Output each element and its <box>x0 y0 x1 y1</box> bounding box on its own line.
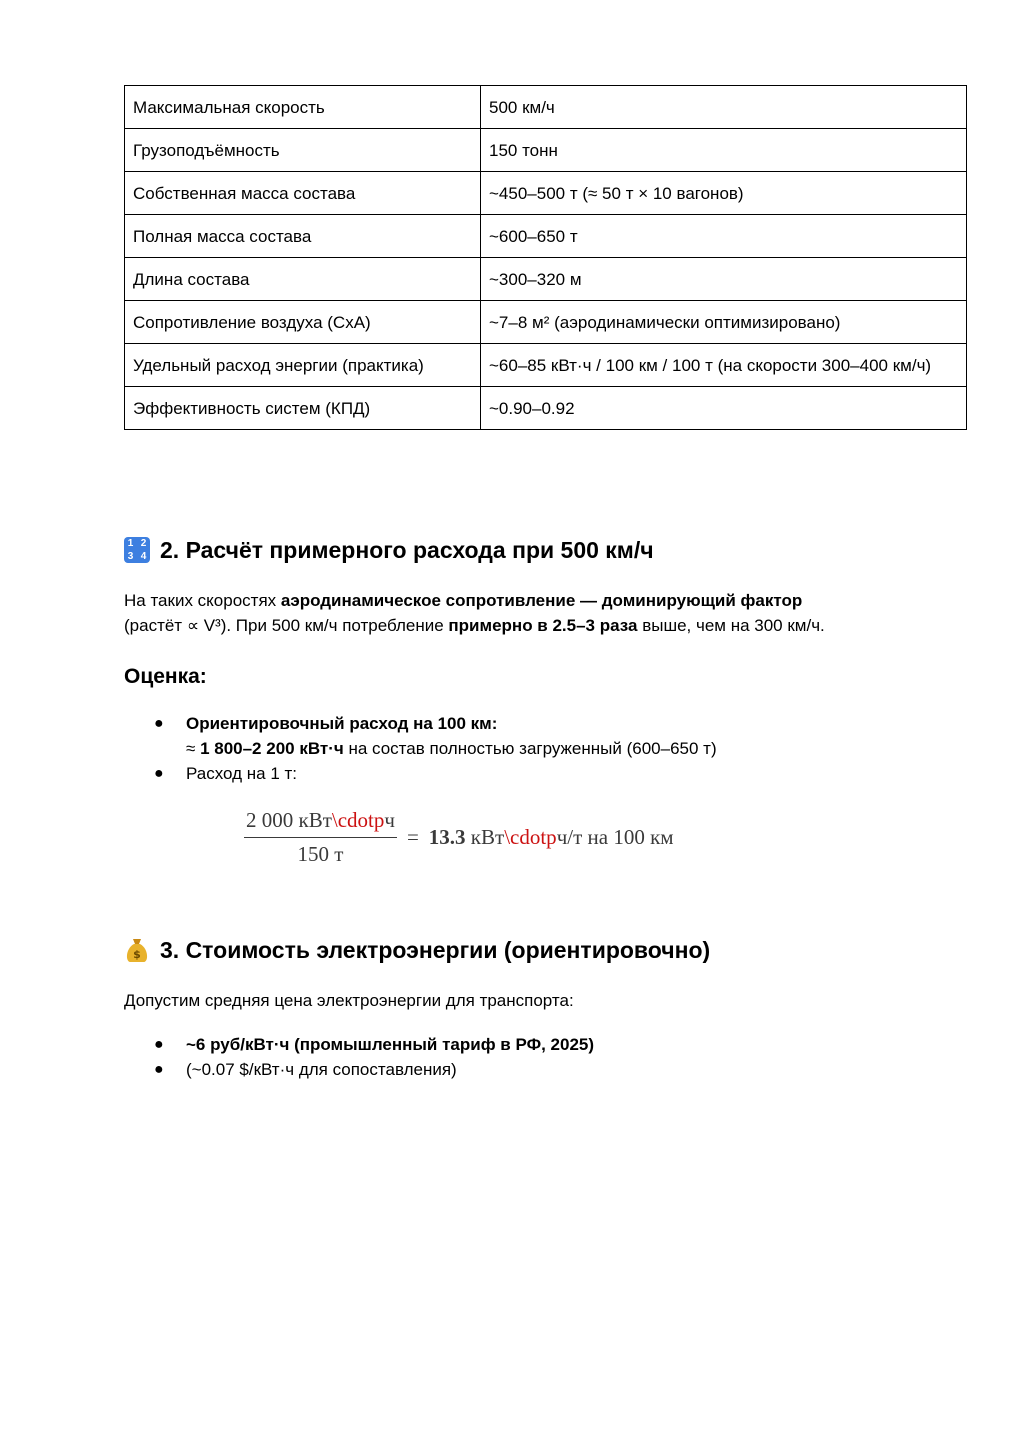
section-3-heading <box>124 936 710 964</box>
section-3-title: 3. Стоимость электроэнергии (ориентировочно) <box>160 937 711 963</box>
row-value: ~0.90–0.92 <box>481 387 967 430</box>
table-row <box>125 172 967 215</box>
formula <box>244 808 674 867</box>
row-value: ~450–500 т (≈ 50 т × 10 вагонов) <box>481 172 967 215</box>
row-label: Максимальная скорость <box>125 86 481 129</box>
row-value: ~600–650 т <box>481 215 967 258</box>
row-label: Полная масса состава <box>125 215 481 258</box>
spec-table <box>124 85 967 430</box>
row-label: Собственная масса состава <box>125 172 481 215</box>
list-item: ● Расход на 1 т: <box>154 764 298 783</box>
row-value: ~300–320 м <box>481 258 967 301</box>
list-item: ● ~6 руб/кВт·ч (промышленный тариф в РФ, 2025) <box>154 1035 595 1054</box>
estimate-list <box>124 711 717 786</box>
formula-fraction <box>244 808 397 867</box>
row-value: 150 тонн <box>481 129 967 172</box>
section-3-paragraph: Допустим средняя цена электроэнергии для транспорта: <box>124 991 574 1010</box>
table-row <box>125 129 967 172</box>
table-row <box>125 344 967 387</box>
table-row <box>125 258 967 301</box>
list-item: ● Ориентировочный расход на 100 км: ≈ 1 800–2 200 кВт·ч на состав полностью загруженный (600–650 т) <box>154 714 717 758</box>
row-label: Удельный расход энергии (практика) <box>125 344 481 387</box>
table-row <box>125 86 967 129</box>
row-value: 500 км/ч <box>481 86 967 129</box>
money-bag-icon <box>124 936 150 964</box>
row-label: Сопротивление воздуха (CxA) <box>125 301 481 344</box>
svg-text:$: $ <box>133 948 141 961</box>
estimate-heading: Оценка: <box>124 665 207 688</box>
row-label: Эффективность систем (КПД) <box>125 387 481 430</box>
row-value: ~60–85 кВт·ч / 100 км / 100 т (на скорости 300–400 км/ч) <box>481 344 967 387</box>
table-row <box>125 215 967 258</box>
table-row <box>125 387 967 430</box>
table-row <box>125 301 967 344</box>
price-list <box>124 1032 594 1082</box>
formula-numerator: 2 000 кВт\cdotpч <box>244 808 397 838</box>
formula-result: 13.3 кВт\cdotpч/т на 100 км <box>428 825 674 849</box>
formula-denominator: 150 т <box>297 842 344 866</box>
list-item: ● (~0.07 $/кВт·ч для сопоставления) <box>154 1060 457 1079</box>
row-label: Грузоподъёмность <box>125 129 481 172</box>
formula-equals: = <box>406 825 419 849</box>
row-label: Длина состава <box>125 258 481 301</box>
section-2-heading <box>124 536 654 564</box>
section-2-title: 2. Расчёт примерного расхода при 500 км/ч <box>160 537 654 563</box>
numbers-keycap-icon: 1 2 3 4 <box>124 537 150 563</box>
section-2-paragraph: На таких скоростях аэродинамическое сопротивление — доминирующий фактор (растёт ∝ V³). При 500 км/ч потребление примерно в 2.5–3 раза выше, чем на 300 км/ч. <box>124 591 825 635</box>
row-value: ~7–8 м² (аэродинамически оптимизировано) <box>481 301 967 344</box>
